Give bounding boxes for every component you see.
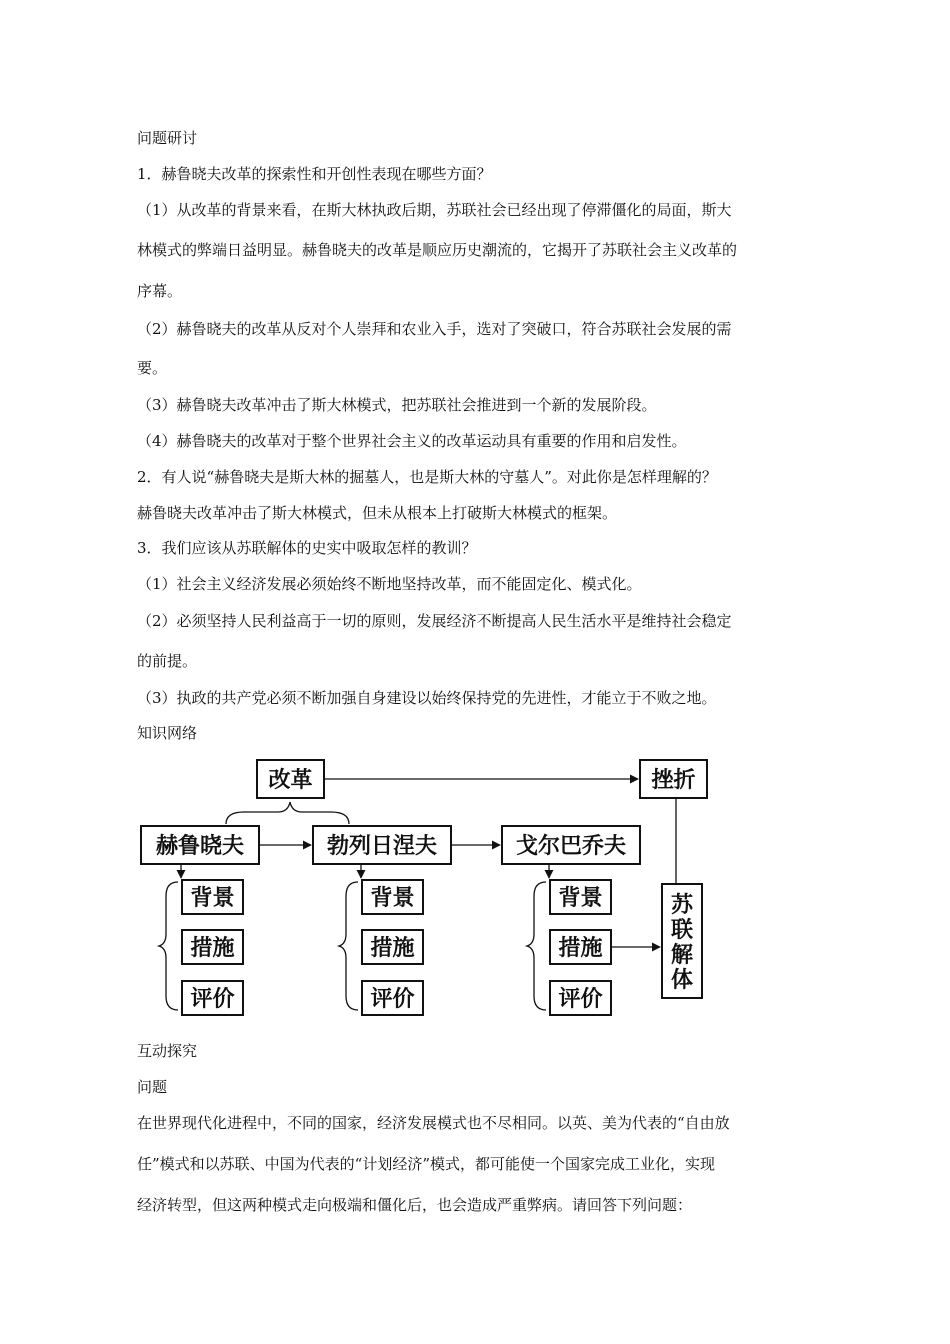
answer-1-2-line-2: 要。	[137, 359, 168, 377]
geerbaqiaofu-beijing-node	[550, 880, 611, 914]
section-wenti: 问题	[137, 1078, 168, 1096]
heluxiaofu-node	[141, 826, 259, 864]
geerbaqiaofu-cuoshi-node	[550, 930, 611, 964]
answer-2: 赫鲁晓夫改革冲击了斯大林模式，但未从根本上打破斯大林模式的框架。	[137, 504, 618, 522]
answer-3-2-line-1: （2）必须坚持人民利益高于一切的原则，发展经济不断提高人民生活水平是维持社会稳定	[137, 612, 732, 630]
section-hudong-tanjiu: 互动探究	[137, 1042, 198, 1060]
sulian-jieti-char-2: 联	[670, 918, 694, 943]
heluxiaofu-beijing-node	[182, 880, 243, 914]
answer-1-1-line-3: 序幕。	[137, 282, 183, 300]
cuoshi-label: 措施	[190, 936, 235, 961]
paragraph-line-2: 任”模式和以苏联、中国为代表的“计划经济”模式，都可能使一个国家完成工业化，实现	[137, 1155, 716, 1173]
answer-3-2-line-2: 的前提。	[137, 652, 198, 670]
brace-heluxiaofu	[159, 882, 178, 1010]
geerbaqiaofu-pingjia-node	[550, 981, 611, 1015]
answer-1-4: （4）赫鲁晓夫的改革对于整个世界社会主义的改革运动具有重要的作用和启发性。	[137, 432, 687, 450]
geerbaqiaofu-node	[502, 826, 640, 864]
sulian-jieti-char-4: 体	[670, 968, 694, 993]
pingjia-label: 评价	[558, 987, 603, 1012]
cuoshi-label: 措施	[558, 936, 603, 961]
beijing-label: 背景	[190, 886, 235, 911]
brace-geerbaqiaofu	[527, 882, 546, 1010]
bolieriniefu-pingjia-node	[362, 981, 423, 1015]
section-zhishi-wangluo: 知识网络	[137, 724, 198, 742]
answer-1-2-line-1: （2）赫鲁晓夫的改革从反对个人崇拜和农业入手，选对了突破口，符合苏联社会发展的需	[137, 320, 732, 338]
bolieriniefu-label: 勃列日涅夫	[326, 834, 438, 859]
geerbaqiaofu-label: 戈尔巴乔夫	[515, 834, 627, 859]
answer-3-3: （3）执政的共产党必须不断加强自身建设以始终保持党的先进性，才能立于不败之地。	[137, 689, 717, 707]
question-1: 1．赫鲁晓夫改革的探索性和开创性表现在哪些方面？	[137, 165, 492, 183]
bolieriniefu-node	[313, 826, 451, 864]
brace-bolieriniefu	[339, 882, 358, 1010]
paragraph-line-3: 经济转型，但这两种模式走向极端和僵化后，也会造成严重弊病。请回答下列问题：	[137, 1196, 693, 1214]
gaige-label: 改革	[268, 768, 313, 793]
section-wenti-yantao: 问题研讨	[137, 129, 198, 147]
pingjia-label: 评价	[190, 987, 235, 1012]
answer-1-1-line-1: （1）从改革的背景来看，在斯大林执政后期，苏联社会已经出现了停滞僵化的局面，斯大	[137, 201, 732, 219]
beijing-label: 背景	[370, 886, 415, 911]
beijing-label: 背景	[558, 886, 603, 911]
heluxiaofu-label: 赫鲁晓夫	[155, 834, 245, 859]
gaige-node	[257, 760, 324, 798]
question-3: 3．我们应该从苏联解体的史实中吸取怎样的教训？	[137, 539, 477, 557]
heluxiaofu-cuoshi-node	[182, 930, 243, 964]
cuozhe-label: 挫折	[651, 768, 696, 793]
pingjia-label: 评价	[370, 987, 415, 1012]
heluxiaofu-pingjia-node	[182, 981, 243, 1015]
sulian-jieti-node	[662, 884, 702, 998]
answer-3-1: （1）社会主义经济发展必须始终不断地坚持改革，而不能固定化、模式化。	[137, 575, 642, 593]
bolieriniefu-cuoshi-node	[362, 930, 423, 964]
question-2: 2．有人说“赫鲁晓夫是斯大林的掘墓人，也是斯大林的守墓人”。对此你是怎样理解的？	[137, 468, 717, 486]
sulian-jieti-char-1: 苏	[670, 893, 694, 918]
answer-1-1-line-2: 林模式的弊端日益明显。赫鲁晓夫的改革是顺应历史潮流的，它揭开了苏联社会主义改革的	[137, 241, 738, 259]
answer-1-3: （3）赫鲁晓夫改革冲击了斯大林模式，把苏联社会推进到一个新的发展阶段。	[137, 396, 657, 414]
cuoshi-label: 措施	[370, 936, 415, 961]
cuozhe-node	[640, 760, 707, 798]
sulian-jieti-char-3: 解	[670, 943, 694, 968]
brace-gaige	[226, 802, 349, 824]
paragraph-line-1: 在世界现代化进程中，不同的国家，经济发展模式也不尽相同。以英、美为代表的“自由放	[137, 1114, 730, 1132]
bolieriniefu-beijing-node	[362, 880, 423, 914]
